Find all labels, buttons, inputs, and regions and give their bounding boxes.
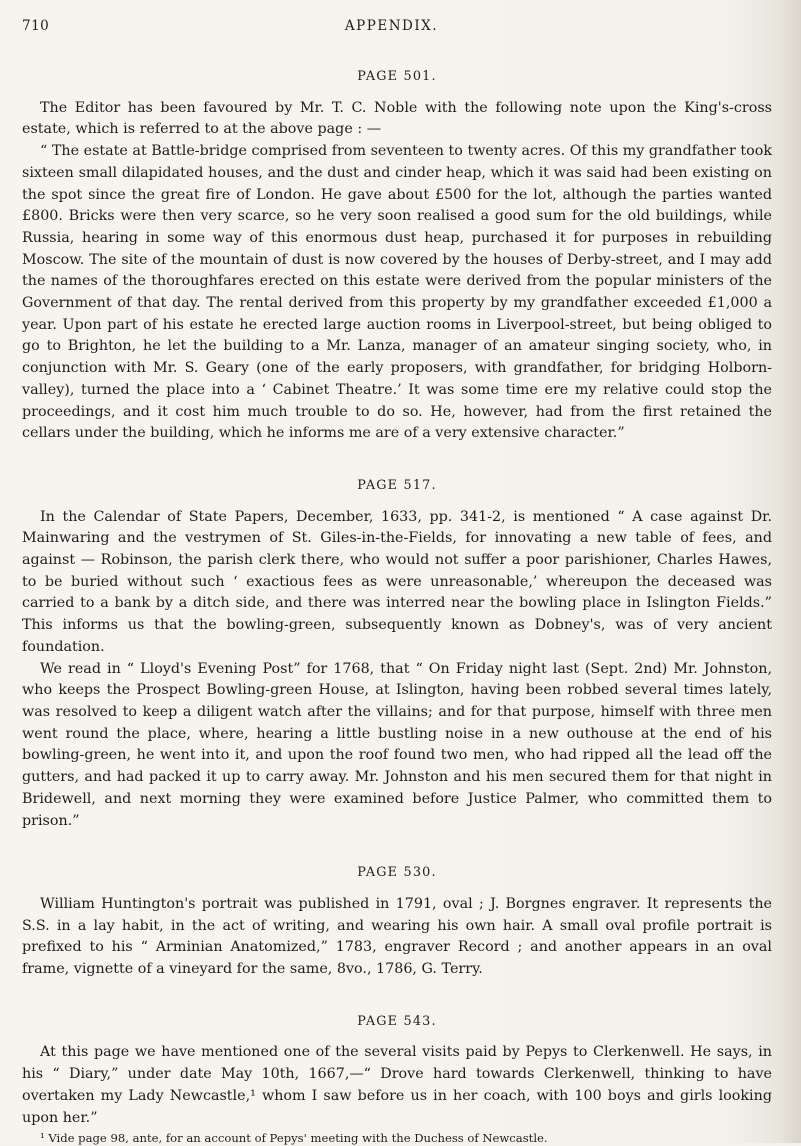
section-heading: PAGE 543. — [357, 1013, 437, 1029]
section-gap — [22, 832, 772, 862]
body-paragraph: We read in “ Lloyd's Evening Post” for 1768, that “ On Friday night last (Sept. 2nd) Mr. Johnston, who keeps the Prospect Bowling-green House, at Islington, having been robbed several times lately, was resolved to keep a diligent watch after the villains; and for that purpose, himself with three men went round the place, where, hearing a little bustling noise in a new outhouse at the end of his bowling-green, he went into it, and upon the roof found two men, who had ripped all the lead off the gutters, and had packed it up to carry away. Mr. Johnston and his men secured them for that night in Bridewell, and next morning they were examined before Justice Palmer, who committed them to prison.” — [22, 660, 772, 829]
quoted-paragraph: “ The estate at Battle-bridge comprised from seventeen to twenty acres. Of this my grandfather took sixteen small dilapidated houses, and the dust and cinder heap, which it was said had been existing on the spot since the great fire of London. He gave about £500 for the lot, although the parties wanted £800. Bricks were then very scarce, so he very soon realised a good sum for the old buildings, while Russia, hearing in some way of this enormous dust heap, purchased it for purposes in rebuilding Moscow. The site of the mountain of dust is now covered by the houses of Derby-street, and I may add the names of the thoroughfares erected on this estate were derived from the popular ministers of the Government of that day. The rental derived from this property by my grandfather exceeded £1,000 a year. Upon part of his estate he erected large auction rooms in Liverpool-street, but being obliged to go to Brighton, he let the building to a Mr. Lanza, manager of an amateur singing society, who, in conjunction with Mr. S. Geary (one of the early proposers, with grandfather, for bridging Holborn-valley), turned the place into a ‘ Cabinet Theatre.’ It was some time ere my relative could stop the proceedings, and it cost him much trouble to do so. He, however, had from the first retained the cellars under the building, which he informs me are of a very extensive character.” — [22, 143, 772, 442]
section-heading: PAGE 517. — [357, 477, 437, 493]
footnote: ¹ Vide page 98, ante, for an account of Pepys' meeting with the Duchess of Newcastle. — [40, 1131, 548, 1146]
running-head — [22, 18, 761, 40]
section-page-530 — [22, 862, 772, 981]
page-number: 710 — [22, 18, 50, 34]
section-page-517 — [22, 475, 772, 832]
section-heading: PAGE 501. — [357, 69, 437, 84]
section-heading: PAGE 530. — [357, 865, 437, 881]
section-gap — [22, 981, 772, 1011]
section-gap — [22, 445, 772, 475]
section-page-501 — [22, 66, 772, 445]
body-paragraph: At this page we have mentioned one of the several visits paid by Pepys to Clerkenwell. He says, in his “ Diary,” under date May 10th, 1667,—“ Drove hard towards Clerkenwell, thinking to have overtaken my Lady Newcastle,¹ whom I saw before us in her coach, with 100 boys and girls looking upon her.” — [22, 1044, 772, 1126]
page-body — [22, 66, 772, 1146]
running-title: APPENDIX. — [344, 18, 439, 34]
body-paragraph: William Huntington's portrait was published in 1791, oval ; J. Borgnes engraver. It represents the S.S. in a lay habit, in the act of writing, and wearing his own hair. A small oval profile portrait is prefixed to his “ Arminian Anatomized,” 1783, engraver Record ; and another appears in an oval frame, vignette of a vineyard for the same, 8vo., 1786, G. Terry. — [22, 895, 772, 978]
body-paragraph: The Editor has been favoured by Mr. T. C. Noble with the following note upon the King's-cross estate, which is referred to at the above page : — — [22, 99, 772, 138]
body-paragraph: In the Calendar of State Papers, December, 1633, pp. 341-2, is mentioned “ A case against Dr. Mainwaring and the vestrymen of St. Giles-in-the-Fields, for innovating a new table of fees, and against — Robinson, the parish clerk there, who would not suffer a poor parishioner, Charles Hawes, to be buried without such ‘ exactious fees as were unreasonable,’ whereupon the deceased was carried to a bank by a ditch side, and there was interred near the bowling place in Islington Fields.” This informs us that the bowling-green, subsequently known as Dobney's, was of very ancient foundation. — [22, 508, 772, 655]
section-page-543 — [22, 1011, 772, 1130]
